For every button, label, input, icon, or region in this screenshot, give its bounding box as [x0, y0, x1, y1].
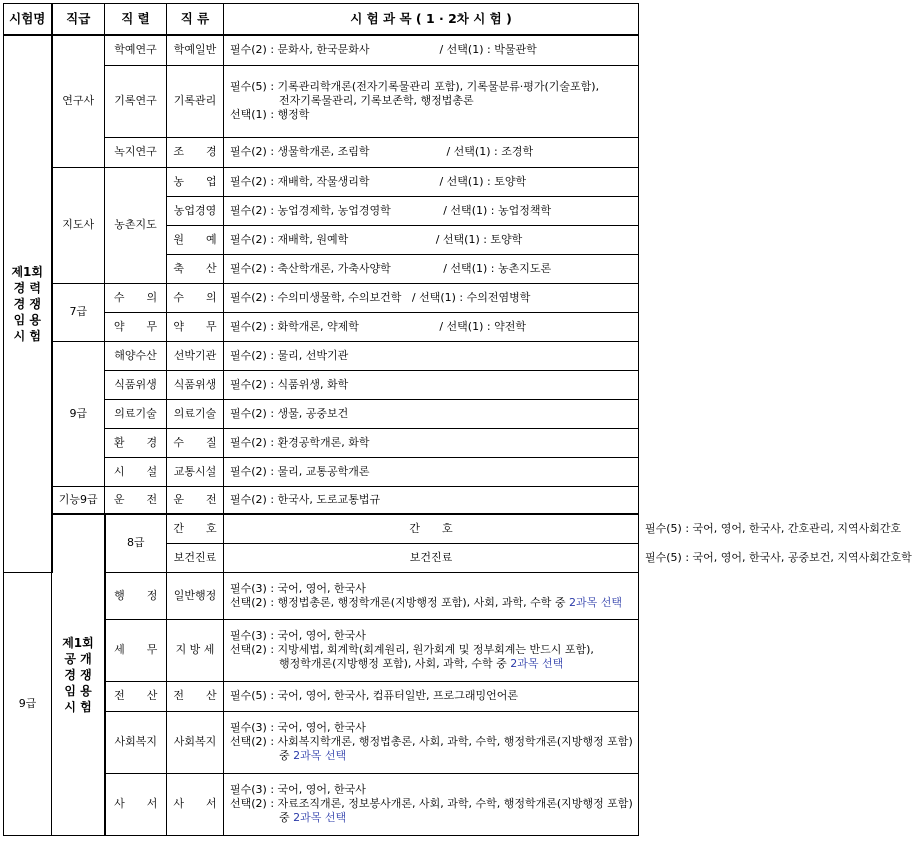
series-cell: 농촌지도 — [105, 167, 167, 283]
subjects-text: 필수(3) : 국어, 영어, 한국사 선택(2) : 자료조직개론, 정보봉사개론, 사회, 과학, 수학, 행정학개론(지방행정 포함) 중 — [230, 783, 633, 824]
subjects-cell: 필수(2) : 축산학개론, 가축사양학 / 선택(1) : 농촌지도론 — [224, 254, 639, 283]
track-cell: 간 호 — [224, 514, 639, 543]
subjects-highlight: 2과목 선택 — [568, 595, 622, 609]
table-row: 보건진료 보건진료 필수(5) : 국어, 영어, 한국사, 공중보건, 지역사회간호학 — [4, 543, 639, 572]
subjects-cell: 필수(2) : 수의미생물학, 수의보건학 / 선택(1) : 수의전염병학 — [224, 283, 639, 312]
series-cell: 수 의 — [105, 283, 167, 312]
subjects-cell: 필수(2) : 생물학개론, 조림학 / 선택(1) : 조경학 — [224, 137, 639, 167]
header-subjects: 시 험 과 목 ( 1 · 2차 시 험 ) — [224, 4, 639, 36]
subjects-text: 필수(3) : 국어, 영어, 한국사 선택(2) : 행정법총론, 행정학개론(지방행정 포함), 사회, 과학, 수학 중 — [230, 581, 566, 609]
series-cell: 녹지연구 — [105, 137, 167, 167]
header-row — [4, 4, 639, 36]
track-cell: 축 산 — [167, 254, 224, 283]
series-cell: 의료기술 — [105, 399, 167, 428]
table-row — [4, 167, 639, 196]
series-cell: 기록연구 — [105, 65, 167, 137]
exam-name: 제1회 공 개 경 쟁 임 용 시 험 — [62, 635, 94, 714]
subjects-highlight: 2과목 선택 — [510, 657, 564, 670]
track-cell: 약 무 — [167, 312, 224, 341]
table-row: 제1회 공 개 경 쟁 임 용 시 험 8급 간 호 간 호 필수(5) : 국어, 영어, 한국사, 간호관리, 지역사회간호 — [4, 514, 639, 543]
grade-cell: 8급 — [105, 514, 167, 572]
series-cell: 사 서 — [105, 773, 167, 835]
grade-cell: 기능9급 — [52, 486, 105, 514]
grade-cell: 9급 — [4, 572, 52, 835]
subjects-cell: 필수(2) : 화학개론, 약제학 / 선택(1) : 약전학 — [224, 312, 639, 341]
track-cell: 일반행정 — [167, 572, 224, 619]
track-cell: 기록관리 — [167, 65, 224, 137]
track-cell: 사 서 — [167, 773, 224, 835]
grade-cell: 9급 — [52, 341, 105, 486]
track-cell: 수 질 — [167, 428, 224, 457]
subjects-cell — [224, 711, 639, 773]
subjects-cell — [224, 572, 639, 619]
series-cell: 운 전 — [105, 486, 167, 514]
grade-cell: 연구사 — [52, 35, 105, 167]
series-cell: 식품위생 — [105, 370, 167, 399]
table-row — [4, 486, 639, 514]
exam-subjects-table — [3, 3, 912, 836]
header-exam-name: 시험명 — [4, 4, 52, 36]
header-grade: 직급 — [52, 4, 105, 36]
subjects-cell: 필수(5) : 기록관리학개론(전자기록물관리 포함), 기록물분류·평가(기술포함), 전자기록물관리, 기록보존학, 행정법총론 선택(1) : 행정학 — [224, 65, 639, 137]
subjects-highlight: 2과목 선택 — [293, 749, 347, 762]
table-row — [4, 35, 639, 65]
grade-cell: 지도사 — [52, 167, 105, 283]
track-cell: 농업경영 — [167, 196, 224, 225]
grade-cell: 7급 — [52, 283, 105, 341]
series-cell: 행 정 — [105, 572, 167, 619]
subjects-cell: 필수(2) : 환경공학개론, 화학 — [224, 428, 639, 457]
subjects-text: 필수(3) : 국어, 영어, 한국사 선택(2) : 지방세법, 회계학(회계원리, 원가회계 및 정부회계는 반드시 포함), 행정학개론(지방행정 포함), 사회, 과학, 수학 중 — [230, 629, 594, 670]
series-cell: 전 산 — [105, 681, 167, 711]
subjects-highlight: 2과목 선택 — [293, 811, 347, 824]
track-cell: 의료기술 — [167, 399, 224, 428]
track-cell: 조 경 — [167, 137, 224, 167]
subjects-text: 필수(3) : 국어, 영어, 한국사 선택(2) : 사회복지학개론, 행정법총론, 사회, 과학, 수학, 행정학개론(지방행정 포함) 중 — [230, 721, 633, 762]
track-cell: 원 예 — [167, 225, 224, 254]
subjects-cell: 필수(2) : 물리, 선박기관 — [224, 341, 639, 370]
track-cell: 사회복지 — [167, 711, 224, 773]
subjects-cell — [224, 619, 639, 681]
track-cell: 전 산 — [167, 681, 224, 711]
track-cell: 지 방 세 — [167, 619, 224, 681]
series-cell: 보건진료 — [167, 543, 224, 572]
series-cell: 환 경 — [105, 428, 167, 457]
track-cell: 식품위생 — [167, 370, 224, 399]
series-cell: 학예연구 — [105, 35, 167, 65]
header-track: 직 류 — [167, 4, 224, 36]
table-row — [4, 283, 639, 312]
subjects-cell: 필수(2) : 문화사, 한국문화사 / 선택(1) : 박물관학 — [224, 35, 639, 65]
series-cell: 사회복지 — [105, 711, 167, 773]
table-row — [4, 341, 639, 370]
track-cell: 보건진료 — [224, 543, 639, 572]
track-cell: 선박기관 — [167, 341, 224, 370]
series-cell: 시 설 — [105, 457, 167, 486]
series-cell: 약 무 — [105, 312, 167, 341]
subjects-cell: 필수(2) : 식품위생, 화학 — [224, 370, 639, 399]
subjects-cell: 필수(2) : 재배학, 원예학 / 선택(1) : 토양학 — [224, 225, 639, 254]
subjects-cell: 필수(2) : 재배학, 작물생리학 / 선택(1) : 토양학 — [224, 167, 639, 196]
subjects-cell — [224, 773, 639, 835]
track-cell: 수 의 — [167, 283, 224, 312]
series-cell: 간 호 — [167, 514, 224, 543]
exam-name: 제1회 경 력 경 쟁 임 용 시 험 — [11, 264, 44, 343]
exam-name-cell — [52, 514, 105, 835]
track-cell: 교통시설 — [167, 457, 224, 486]
series-cell: 세 무 — [105, 619, 167, 681]
subjects-cell: 필수(5) : 국어, 영어, 한국사, 컴퓨터일반, 프로그래밍언어론 — [224, 681, 639, 711]
subjects-cell: 필수(2) : 농업경제학, 농업경영학 / 선택(1) : 농업정책학 — [224, 196, 639, 225]
header-series: 직 렬 — [105, 4, 167, 36]
track-cell: 학예일반 — [167, 35, 224, 65]
subjects-cell: 필수(2) : 생물, 공중보건 — [224, 399, 639, 428]
subjects-cell: 필수(2) : 한국사, 도로교통법규 — [224, 486, 639, 514]
exam-name-cell — [4, 35, 52, 572]
track-cell: 농 업 — [167, 167, 224, 196]
series-cell: 해양수산 — [105, 341, 167, 370]
track-cell: 운 전 — [167, 486, 224, 514]
subjects-cell: 필수(2) : 물리, 교통공학개론 — [224, 457, 639, 486]
